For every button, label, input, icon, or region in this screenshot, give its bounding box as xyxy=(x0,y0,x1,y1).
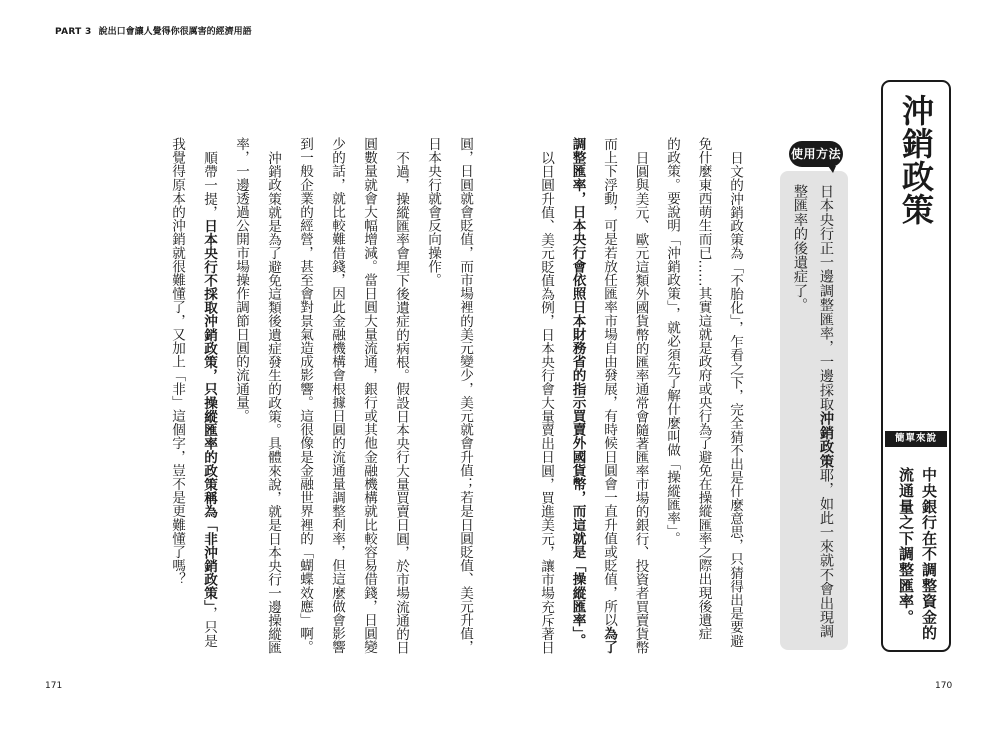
body-paragraph xyxy=(656,137,751,659)
text-line xyxy=(624,137,656,659)
chapter-title: 說出口會讓人覺得你很厲害的經濟用語 xyxy=(98,27,252,37)
text-segment: 日本央行正一邊調整匯率，一邊採取 xyxy=(818,184,834,412)
usage-panel xyxy=(780,171,848,650)
text-line xyxy=(161,137,193,659)
text-line xyxy=(417,137,449,659)
text-segment: 順帶一提， xyxy=(201,150,217,219)
text-segment: 整匯率的後遺症了。 xyxy=(792,184,808,312)
text-segment: 日圓與美元、歐元這類外國貨幣的匯率通常會隨著匯率市場的銀行、投資者買賣貨幣 xyxy=(632,150,649,654)
summary-label: 簡單來說 xyxy=(885,431,947,447)
text-line xyxy=(787,184,813,638)
text-line xyxy=(687,137,719,659)
emphasized-text: 沖銷政策 xyxy=(818,411,834,469)
usage-text xyxy=(787,184,839,638)
text-line xyxy=(353,137,385,659)
summary-line: 中央銀行在不調整資金的 xyxy=(920,467,938,641)
text-segment: 少的話，就比較難借錢，因此金融機構會根據日圓的流通量調整利率，但這麼做會影響 xyxy=(329,137,345,654)
term-title: 沖銷政策 xyxy=(897,94,935,226)
term-box xyxy=(881,80,951,652)
text-segment: 沖銷政策就是為了避免這類後遺症發生的政策。具體來說，就是日本央行一邊操縱匯 xyxy=(265,150,281,654)
text-line xyxy=(561,137,593,659)
body-paragraph xyxy=(161,137,225,659)
text-line xyxy=(289,137,321,659)
body-paragraph xyxy=(289,137,417,659)
summary-line: 流通量之下調整匯率。 xyxy=(897,467,915,625)
text-line xyxy=(719,137,751,659)
text-segment: 而上下浮動，可是若放任匯率市場自由發展，有時候日圓會一直升值或貶值，所以 xyxy=(601,137,617,627)
left-page-body xyxy=(161,137,481,659)
summary-text xyxy=(894,467,940,641)
part-label: PART 3 xyxy=(55,27,92,37)
text-line xyxy=(225,137,257,659)
page-number-right: 170 xyxy=(935,681,953,691)
text-line xyxy=(193,137,225,659)
text-line xyxy=(257,137,289,659)
text-line xyxy=(449,137,481,659)
right-page-body xyxy=(530,137,751,659)
text-segment: 的政策。要說明「沖銷政策」，就必須先了解什麼叫做「操縱匯率」。 xyxy=(664,137,680,545)
text-line xyxy=(385,137,417,659)
body-paragraph xyxy=(225,137,289,659)
emphasized-text: 調整匯率，日本央行會依照日本財務省的指示買賣外國貨幣，而這就是「操縱匯率」。 xyxy=(569,137,586,647)
text-segment: 免什麼東西萌生而已……其實這就是政府或央行為了避免在操縱匯率之際出現後遺症 xyxy=(695,137,712,641)
text-line xyxy=(530,137,562,659)
usage-label-bubble: 使用方法 xyxy=(789,141,843,167)
text-segment: 不過，操縱匯率會埋下後遺症的病根。假設日本央行大量買賣日圓，於市場流通的日 xyxy=(393,150,409,654)
text-line xyxy=(813,184,839,638)
text-segment: 以日圓升值、美元貶值為例，日本央行會大量賣出日圓，買進美元，讓市場充斥著日 xyxy=(538,150,554,654)
emphasized-text: 為了 xyxy=(601,626,617,654)
text-segment: 到一般企業的經營，甚至會對景氣造成影響。這很像是金融世界裡的「蝴蝶效應」啊。 xyxy=(297,137,313,654)
text-segment: 日文的沖銷政策為「不胎化」，乍看之下，完全猜不出是什麼意思，只猜得出是要避 xyxy=(727,150,743,647)
body-paragraph xyxy=(530,137,562,659)
text-segment: 我覺得原本的沖銷就很難懂了，又加上「非」這個字，豈不是更難懂了嗎？ xyxy=(169,137,185,586)
running-header xyxy=(55,24,252,37)
text-segment: 日本央行就會反向操作。 xyxy=(425,137,441,287)
page-number-left: 171 xyxy=(45,681,63,691)
text-segment: 耶，如此一來就不會出現調 xyxy=(818,468,834,639)
text-segment: 圓數量就會大幅增減。當日圓大量流通，銀行或其他金融機構就比較容易借錢，日圓變 xyxy=(361,137,377,654)
text-line xyxy=(593,137,625,659)
text-segment: ，只是 xyxy=(201,606,217,648)
body-paragraph xyxy=(561,137,656,659)
text-line xyxy=(321,137,353,659)
text-segment: 圓，日圓就會貶值，而市場裡的美元變少，美元就會升值；若是日圓貶值、美元升值， xyxy=(457,137,473,654)
body-paragraph xyxy=(417,137,481,659)
text-segment: 率，一邊透過公開市場操作調節日圓的流通量。 xyxy=(233,137,249,423)
text-line xyxy=(656,137,688,659)
emphasized-text: 日本央行不採取沖銷政策，只操縱匯率的政策稱為「非沖銷政策」 xyxy=(201,218,217,607)
